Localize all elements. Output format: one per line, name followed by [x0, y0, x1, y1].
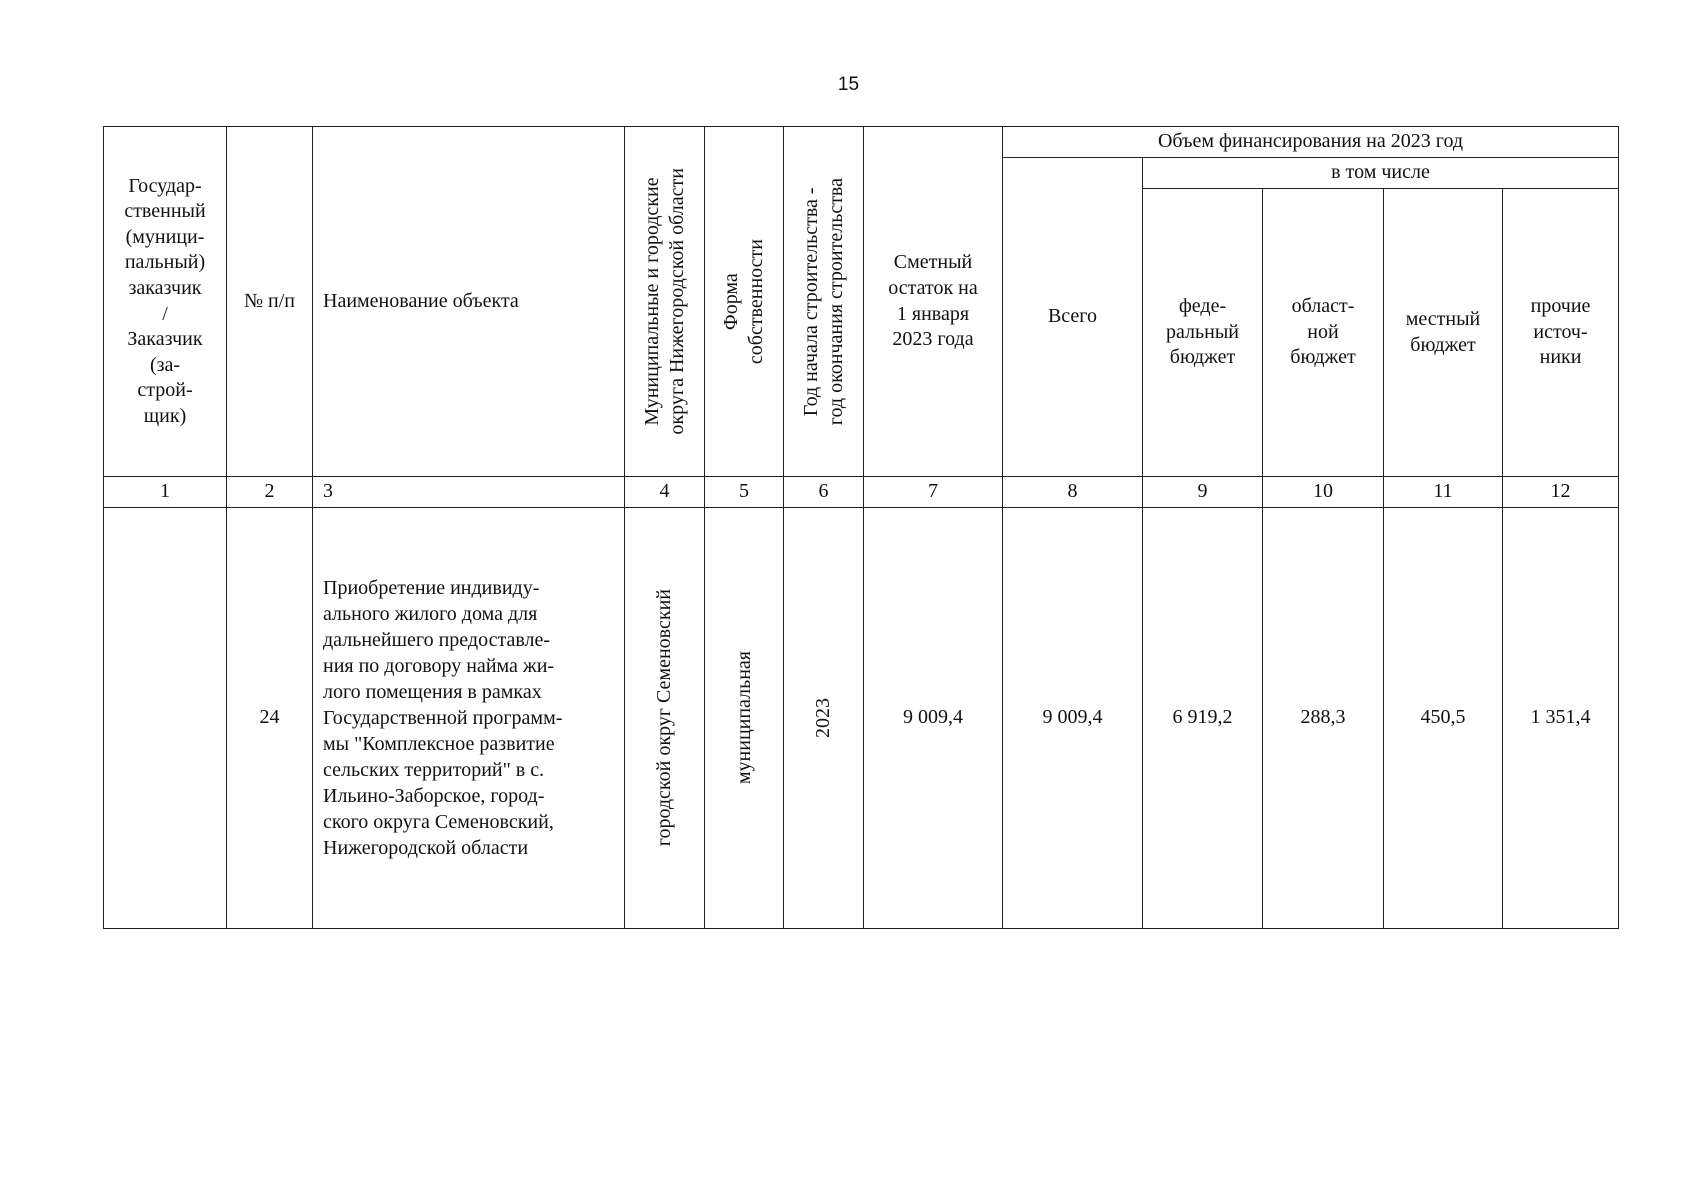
cell-object-name: Приобретение индивиду- ального жилого дома для дальнейшего предоставле- ния по договору найма жи- лого помещения в рамках Государственной программ- мы "Комплексное развитие сельских территорий" в с. Ильино-Заборское, город- ского округа Семеновский, Нижегородской области: [313, 508, 625, 929]
column-number: 1: [104, 477, 227, 508]
header-object-name: Наименование объекта: [313, 127, 625, 477]
column-number: 7: [864, 477, 1003, 508]
cell-remainder: 9 009,4: [864, 508, 1003, 929]
cell-ownership: муниципальная: [705, 508, 784, 929]
column-number: 5: [705, 477, 784, 508]
table-row: [104, 508, 1619, 929]
column-number: 9: [1143, 477, 1263, 508]
header-financing-group: Объем финансирования на 2023 год: [1003, 127, 1619, 158]
header-ownership: Форма собственности: [705, 127, 784, 477]
cell-local: 450,5: [1384, 508, 1503, 929]
header-other: прочие источ- ники: [1503, 189, 1619, 477]
header-regional: област- ной бюджет: [1263, 189, 1384, 477]
cell-number: 24: [227, 508, 313, 929]
header-remainder: Сметный остаток на 1 января 2023 года: [864, 127, 1003, 477]
header-customer: Государ- ственный (муници- пальный) заказчик / Заказчик (за- строй- щик): [104, 127, 227, 477]
cell-total: 9 009,4: [1003, 508, 1143, 929]
page-number: 15: [837, 74, 860, 95]
header-local: местный бюджет: [1384, 189, 1503, 477]
cell-regional: 288,3: [1263, 508, 1384, 929]
column-number: 11: [1384, 477, 1503, 508]
cell-customer: [104, 508, 227, 929]
column-number: 12: [1503, 477, 1619, 508]
column-number: 8: [1003, 477, 1143, 508]
header-total: Всего: [1003, 158, 1143, 477]
header-federal: феде- ральный бюджет: [1143, 189, 1263, 477]
financing-table: [103, 126, 1619, 929]
header-municipality: Муниципальные и городские округа Нижегородской области: [625, 127, 705, 477]
cell-years: 2023: [784, 508, 864, 929]
column-number: 2: [227, 477, 313, 508]
header-number: № п/п: [227, 127, 313, 477]
header-years: Год начала строительства - год окончания строительства: [784, 127, 864, 477]
cell-federal: 6 919,2: [1143, 508, 1263, 929]
column-number: 6: [784, 477, 864, 508]
cell-municipality: городской округ Семеновский: [625, 508, 705, 929]
column-number: 3: [313, 477, 625, 508]
column-number-row: [104, 477, 1619, 508]
cell-other: 1 351,4: [1503, 508, 1619, 929]
column-number: 4: [625, 477, 705, 508]
header-including: в том числе: [1143, 158, 1619, 189]
column-number: 10: [1263, 477, 1384, 508]
